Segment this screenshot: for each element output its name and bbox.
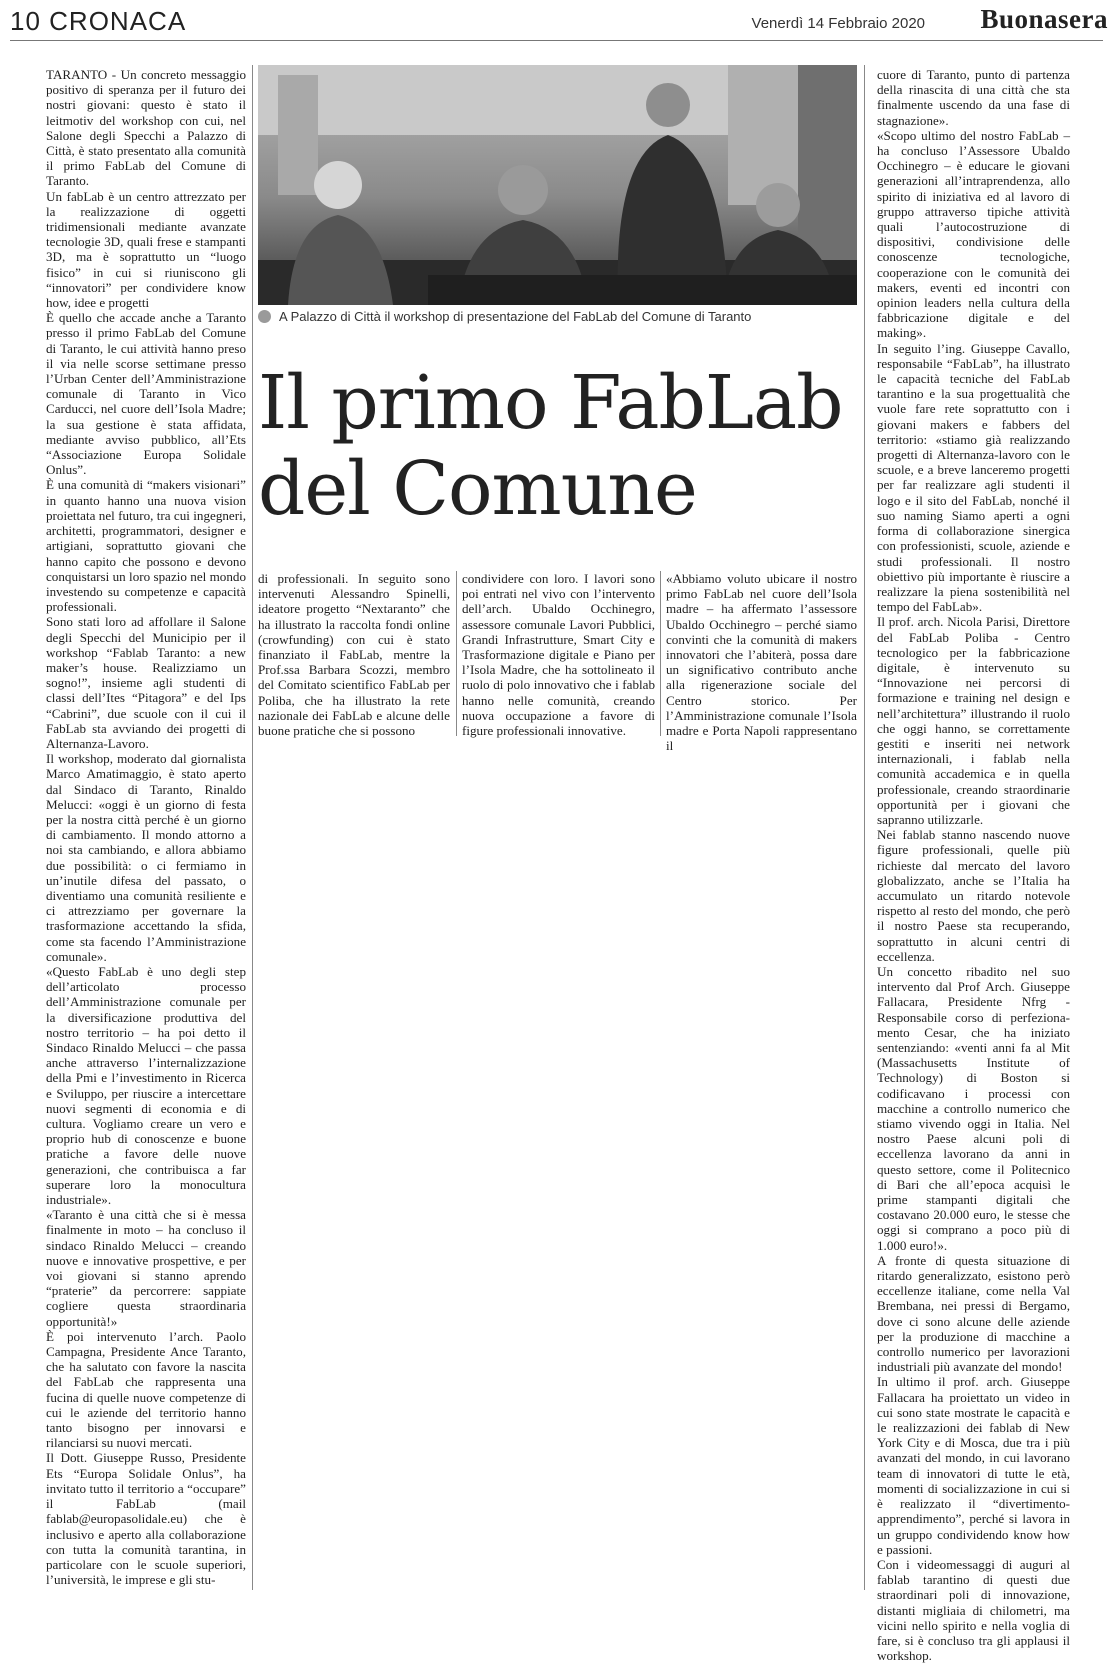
article-paragraph: «Abbiamo voluto ubicare il nostro primo FabLab nel cuore dell’Isola madre – ha affermato l’assessore Ubaldo Occhinegro – perché siamo convinti che la comunità di makers innovatori che l’abiterà, possa dare un significativo contributo anche alla rigenerazione sociale del Centro storico. Per l’Amministrazione comunale l’Isola madre e Porta Napoli rappresentano il bbox=[666, 571, 857, 754]
page-header bbox=[10, 0, 1110, 38]
article-paragraph: A fronte di questa situazione di ritardo generalizzato, esistono però eccellenze italiane, come nella Val Brembana, nei pressi di Bergamo, dove ci sono alcune delle aziende per la produzione di macchine a controllo numerico per lavorazioni industriali più avanzate del mondo! bbox=[877, 1252, 1070, 1375]
article-paragraph: Un fabLab è un centro attrezzato per la realizzazione di oggetti tridimensionali mediante avanzate tecnologie 3D, quali frese e stampanti 3D, ma è soprattutto un “luogo fisico” in cui si riuniscono gli “innovatori” per condividere know how, idee e progetti bbox=[46, 188, 246, 311]
column-divider bbox=[456, 571, 457, 736]
caption-text: A Palazzo di Città il workshop di presentazione del FabLab del Comune di Taranto bbox=[279, 309, 752, 324]
article-column-4 bbox=[666, 571, 857, 753]
caption-bullet-icon bbox=[258, 310, 271, 323]
article-column-3 bbox=[462, 571, 655, 738]
workshop-photo-illustration bbox=[258, 65, 857, 305]
article-headline bbox=[258, 360, 857, 532]
article-paragraph: TARANTO - Un concreto messaggio positivo di speranza per il futuro dei nostri giovani: questo è stato il leitmotiv del workshop con cui, nel Salone degli Specchi a Palazzo di Città, è stato presentato alla comunità il primo FabLab del Comune di Taranto. bbox=[46, 67, 246, 189]
column-divider bbox=[660, 571, 661, 736]
photo-caption bbox=[258, 309, 857, 329]
headline-line-1: Il primo FabLab bbox=[258, 360, 843, 446]
page-section-label: 10 CRONACA bbox=[10, 6, 187, 36]
article-paragraph: di professionali. In seguito sono intervenuti Alessandro Spinelli, ideatore progetto “Nextaranto” che ha illustrato la raccolta fondi online (crowfunding) con cui è stato finanziato il FabLab, mentre la Prof.ssa Barbara Scozzi, membro del Comitato scientifico FabLab per Poliba, che ha illustrato la rete nazionale dei FabLab e alcune delle buone pratiche che si possono bbox=[258, 571, 450, 739]
article-paragraph: Un concetto ribadito nel suo intervento dal Prof Arch. Giuseppe Fallacara, Presidente Nfrg - Responsabile corso di perfeziona-mento Cesar, che ha iniziato sentenziando: «venti anni fa al Mit (Massachusetts Institute of Technology) di Boston si codificavano i processi con macchine a controllo numerico che stiamo vivendo oggi in Italia. Nel nostro Paese alcuni poli di eccellenza lavorano da anni in questo settore, come il Politecnico di Bari che all’epoca acquisì le prime stampanti digitali che costavano 20.000 euro, le stesse che oggi si comprano a poco più di 1.000 euro!». bbox=[877, 963, 1070, 1253]
newspaper-brand: Buonasera bbox=[980, 4, 1108, 34]
article-column-5 bbox=[877, 67, 1070, 1663]
article-paragraph: È una comunità di “makers visionari” in quanto hanno una nuova vision proiettata nel futuro, tra cui ingegneri, architetti, programmatori, designer e artigiani, soprattutto giovani che hanno capito che possono e devono conquistarsi un loro spazio nel mondo investendo su competenze e capacità professionali. bbox=[46, 477, 246, 615]
column-divider bbox=[252, 65, 253, 1590]
article-paragraph: In ultimo il prof. arch. Giuseppe Fallacara ha proiettato un video in cui sono state mostrate le capacità e le realizzazioni dei fablab di New York City e di Mosca, due tra i più avanzati del mondo, in cui lavorano team di innovatori di tutte le età, momenti di socializzazione in cui si è realizzato il “divertimento-apprendimento”, perché si lavora in un gruppo condividendo know how e passioni. bbox=[877, 1374, 1070, 1557]
article-paragraph: Il workshop, moderato dal giornalista Marco Amatimaggio, è stato aperto dal Sindaco di Taranto, Rinaldo Melucci: «oggi è un giorno di festa per la nostra città perché è un giorno di cambiamento. Il mondo attorno a noi sta cambiando, e allora abbiamo due possibilità: o ci fermiamo in un’inutile difesa del passato, o diventiamo una comunità resiliente e ci attrezziamo per governare la trasformazione accettando la sfida, come sta facendo l’Amministrazione comunale». bbox=[46, 751, 246, 964]
article-paragraph: «Scopo ultimo del nostro FabLab – ha concluso l’Assessore Ubaldo Occhinegro – è educare le giovani generazioni all’intraprendenza, allo spirito di iniziativa ed al lavoro di gruppo attraverso tipiche attività quali l’autocostruzione di dispositivi, condivisione delle conoscenze tecnologiche, cooperazione con le comunità dei makers, eventi ed incontri con opinion leaders nella cultura della fabbricazione digitale e del making». bbox=[877, 127, 1070, 341]
issue-date: Venerdì 14 Febbraio 2020 bbox=[751, 15, 925, 32]
article-paragraph: È quello che accade anche a Taranto presso il primo FabLab del Comune di Taranto, le cui attività hanno preso il via nelle scorse settimane presso l’Urban Center dell’Amministrazione comunale di Taranto in Vico Carducci, nel cuore dell’Isola Madre; la sua gestione è stata affidata, mediante avviso pubblico, all’Ets “Associazione Europa Solidale Onlus”. bbox=[46, 310, 246, 478]
headline-line-2: del Comune bbox=[258, 446, 697, 532]
article-paragraph: Il Dott. Giuseppe Russo, Presidente Ets “Europa Solidale Onlus”, ha invitato tutto il territorio a “occupare” il FabLab (mail fablab@europasolidale.eu) che è inclusivo e aperto alla collaborazione con tutta la comunità tarantina, in particolare con le scuole superiori, l’università, le imprese e gli stu- bbox=[46, 1450, 246, 1588]
article-paragraph: «Taranto è una città che si è messa finalmente in moto – ha concluso il sindaco Rinaldo Melucci – creando nuove e innovative prospettive, e per voi giovani si stanno aprendo “praterie” da percorrere: sappiate cogliere questa straordinaria opportunità!» bbox=[46, 1207, 246, 1329]
article-column-2 bbox=[258, 571, 450, 738]
header-rule bbox=[10, 40, 1103, 41]
article-paragraph: Con i videomessaggi di auguri al fablab tarantino di questi due straordinari poli di innovazione, distanti migliaia di chilometri, ma vicini nello spirito e nella voglia di fare, si è concluso tra gli applausi il workshop. bbox=[877, 1556, 1070, 1663]
article-paragraph: Sono stati loro ad affollare il Salone degli Specchi del Municipio per il workshop “Fablab Taranto: a new maker’s house. Realizziamo un sogno!”, insieme agli studenti di classi dell’Ites “Pitagora” e del Ips “Cabrini”, due scuole con il cui il FabLab sta avviando dei progetti di Alternanza-Lavoro. bbox=[46, 614, 246, 751]
article-photo bbox=[258, 65, 857, 305]
article-paragraph: Nei fablab stanno nascendo nuove figure professionali, quelle più richieste dal mercato del lavoro globalizzato, anche se l’Italia ha accumulato un ritardo notevole rispetto al resto del mondo, che però il nostro Paese sta recuperando, soprattutto in alcuni centri di eccellenza. bbox=[877, 827, 1070, 964]
article-paragraph: cuore di Taranto, punto di partenza della rinascita di una città che sta finalmente uscendo da una fase di stagnazione». bbox=[877, 67, 1070, 128]
article-paragraph: Il prof. arch. Nicola Parisi, Direttore del FabLab Poliba - Centro tecnologico per la fabbricazione digitale, è intervenuto su “Innovazione nei percorsi di formazione e training nel design e nell’architettura” illustrando il ruolo che oggi hanno, se correttamente gestiti e inseriti nei network internazionali, i fablab nella comunità accademica e in quella professionale, creando straordinarie opportunità per i giovani che sapranno utilizzarle. bbox=[877, 614, 1070, 827]
article-column-1 bbox=[46, 67, 246, 1587]
article-paragraph: È poi intervenuto l’arch. Paolo Campagna, Presidente Ance Taranto, che ha salutato con favore la nascita del FabLab che rappresenta una fucina di quelle nuove competenze di cui le aziende del territorio hanno tanto bisogno per innovarsi e rilanciarsi su nuovi mercati. bbox=[46, 1328, 246, 1451]
article-paragraph: «Questo FabLab è uno degli step dell’articolato processo dell’Amministrazione comunale per la diversificazione produttiva del nostro territorio – ha poi detto il Sindaco Rinaldo Melucci – che passa anche attraverso l’internalizzazione della Pmi e l’investimento in Ricerca e Sviluppo, per riuscire a intercettare nuovi segmenti di economia e di cultura. Vogliamo creare un vero e proprio hub di conoscenze e buone pratiche a favore delle nuove generazioni, che contribuisca a far superare loro la monocultura industriale». bbox=[46, 963, 246, 1208]
article-paragraph: condividere con loro. I lavori sono poi entrati nel vivo con l’intervento dell’arch. Ubaldo Occhinegro, assessore comunale Lavori Pubblici, Grandi Infrastrutture, Smart City e Trasformazione digitale e Piano per l’Isola Madre, che ha sottolineato il ruolo di polo innovativo che i fablab hanno nelle comunità, creando nuova occupazione a favore di figure professionali innovative. bbox=[462, 571, 655, 739]
article-paragraph: In seguito l’ing. Giuseppe Cavallo, responsabile “FabLab”, ha illustrato le capacità tecniche del FabLab tarantino e la sua progettualità che vuole fare rete soprattutto con i giovani makers e fabbers del territorio: «stiamo già realizzando progetti di Alternanza-lavoro con le scuole, e a breve lanceremo progetti per far realizzare agli studenti il logo e il sito del FabLab, nonché il suo naming Siamo aperti a ogni forma di collaborazione sinergica con professionisti, scuole, aziende e studi professionali. Il nostro obiettivo più importante è riuscire a realizzare la piena sostenibilità nel tempo del FabLab». bbox=[877, 340, 1070, 615]
column-divider bbox=[864, 65, 865, 1590]
